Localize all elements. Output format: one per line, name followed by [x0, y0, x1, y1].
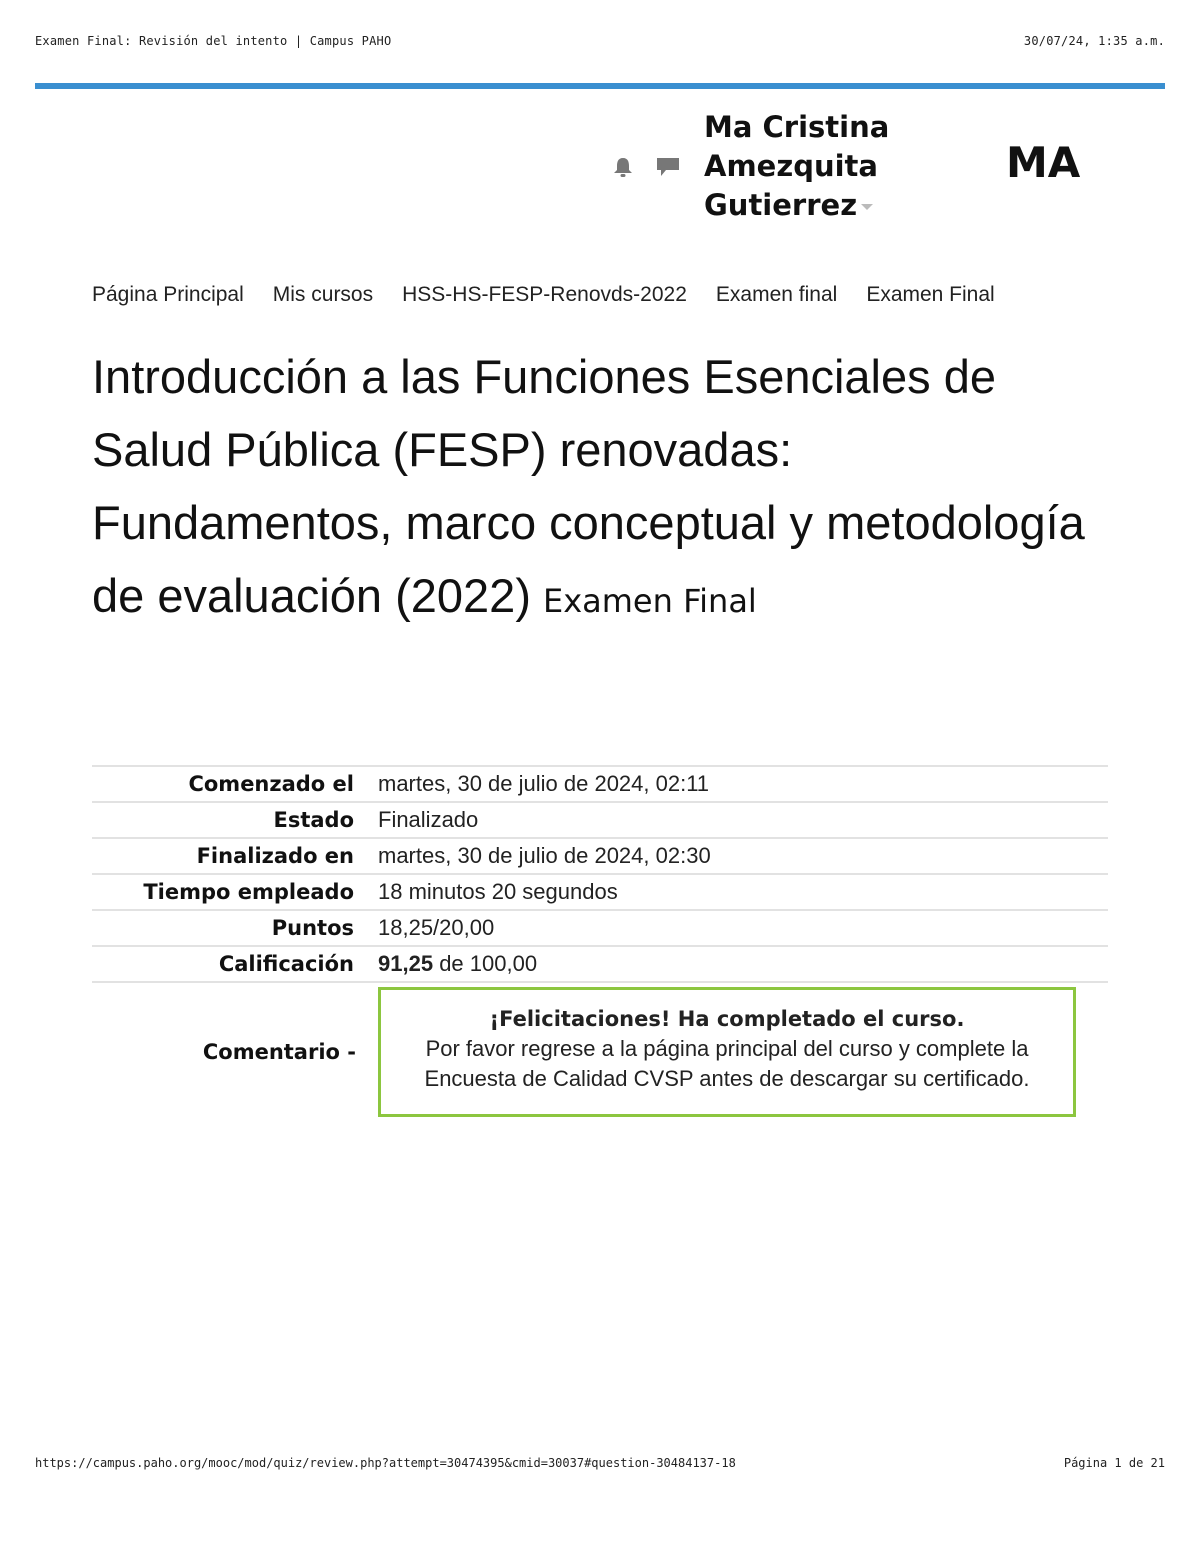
- navbar-accent-bar: [35, 83, 1165, 89]
- bell-icon[interactable]: [612, 156, 634, 178]
- summary-row: [92, 874, 1108, 910]
- summary-label: Puntos: [271, 916, 354, 940]
- chat-bubble-icon[interactable]: [655, 156, 681, 178]
- summary-value: 18 minutos 20 segundos: [378, 879, 618, 904]
- breadcrumb-item-section[interactable]: Examen final: [715, 283, 838, 306]
- feedback-box: [378, 987, 1076, 1117]
- print-datetime: 30/07/24, 1:35 a.m.: [1023, 34, 1165, 48]
- grade-label: Calificación: [218, 952, 354, 976]
- summary-label: Tiempo empleado: [143, 880, 354, 904]
- user-menu-area: [600, 108, 1120, 228]
- page-title: [92, 340, 1092, 638]
- comment-row: [92, 982, 1108, 1121]
- grade-value: [378, 946, 1108, 982]
- attempt-summary-table: [92, 765, 1108, 1121]
- grade-row: [92, 946, 1108, 982]
- summary-label: Finalizado en: [196, 844, 354, 868]
- print-page-number: Página 1 de 21: [1063, 1456, 1165, 1470]
- summary-value: Finalizado: [378, 807, 479, 832]
- breadcrumb: [92, 283, 1024, 307]
- breadcrumb-item-home[interactable]: Página Principal: [92, 283, 244, 306]
- grade-max: de 100,00: [439, 951, 538, 976]
- feedback-body: Por favor regrese a la página principal del curso y complete la Encuesta de Calidad CVSP antes de descargar su certificado.: [424, 1035, 1030, 1091]
- summary-row: [92, 802, 1108, 838]
- user-name: Ma Cristina Amezquita Gutierrez: [704, 110, 890, 222]
- breadcrumb-item-course[interactable]: HSS-HS-FESP-Renovds-2022: [402, 283, 687, 306]
- summary-value: 18,25/20,00: [378, 915, 495, 940]
- chevron-down-icon: [861, 204, 873, 210]
- print-header: [35, 34, 1165, 52]
- summary-row: [92, 838, 1108, 874]
- comment-cell: [378, 982, 1108, 1121]
- avatar[interactable]: MA: [1006, 138, 1081, 187]
- print-footer: [35, 1456, 1165, 1474]
- summary-value: martes, 30 de julio de 2024, 02:30: [378, 843, 711, 868]
- user-menu-toggle[interactable]: [704, 108, 914, 225]
- summary-label: Comenzado el: [188, 772, 354, 796]
- breadcrumb-item-my-courses[interactable]: Mis cursos: [272, 283, 374, 306]
- print-page-title: Examen Final: Revisión del intento | Campus PAHO: [35, 34, 392, 48]
- print-url: https://campus.paho.org/mooc/mod/quiz/review.php?attempt=30474395&cmid=30037#question-30484137-18: [35, 1456, 736, 1470]
- comment-label: Comentario -: [202, 1040, 356, 1064]
- breadcrumb-item-quiz[interactable]: Examen Final: [866, 283, 995, 306]
- activity-title: Examen Final: [542, 582, 757, 620]
- summary-label: Estado: [273, 808, 354, 832]
- grade-score: 91,25: [378, 951, 434, 976]
- summary-value: martes, 30 de julio de 2024, 02:11: [378, 771, 710, 796]
- summary-row: [92, 766, 1108, 802]
- summary-row: [92, 910, 1108, 946]
- course-title: Introducción a las Funciones Esenciales de Salud Pública (FESP) renovadas: Fundamentos, marco conceptual y metodología de evaluación (2022): [92, 350, 1085, 622]
- feedback-headline: ¡Felicitaciones! Ha completado el curso.: [489, 1006, 965, 1031]
